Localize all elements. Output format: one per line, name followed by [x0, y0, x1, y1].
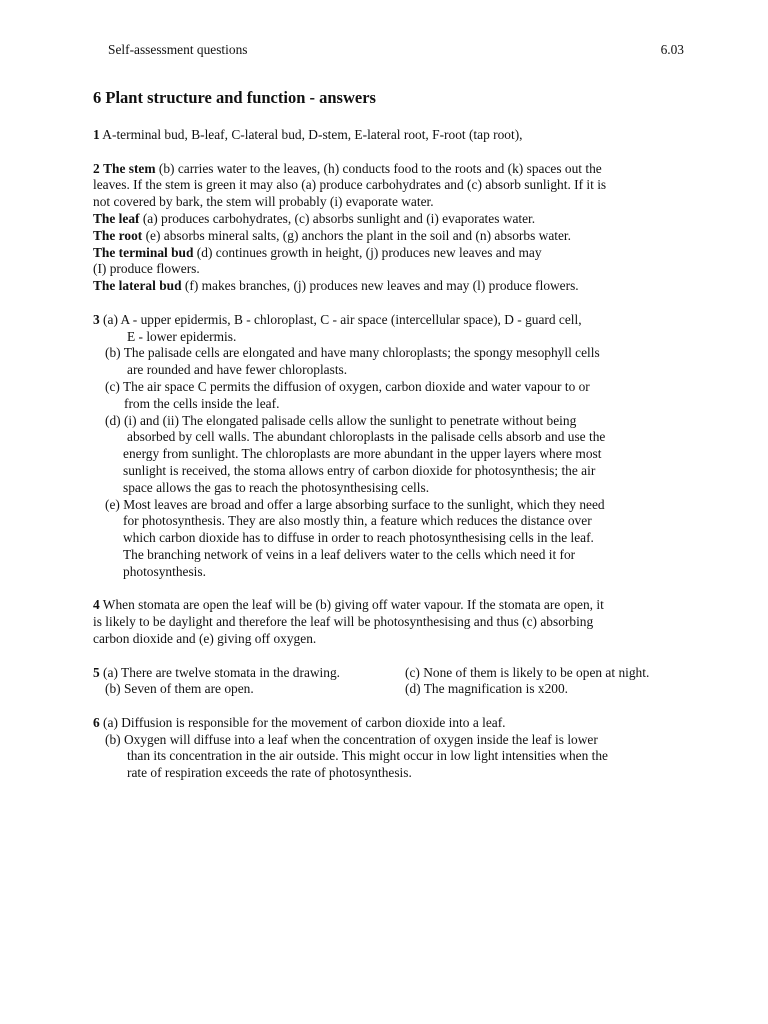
answer-text: space allows the gas to reach the photosynthesising cells.: [123, 479, 430, 495]
header-title: Self-assessment questions: [108, 42, 248, 57]
answer-text: (b) Seven of them are open.: [105, 681, 254, 697]
answer-text: is likely to be daylight and therefore the leaf will be photosynthesising and thus (c) absorbing: [93, 614, 594, 630]
answer-text: E - lower epidermis.: [127, 328, 237, 344]
answer-text: absorbed by cell walls. The abundant chloroplasts in the palisade cells absorb and use the: [127, 429, 606, 445]
answer-text: (b) carries water to the leaves, (h) conducts food to the roots and (k) spaces out the: [155, 160, 602, 176]
page-title: 6 Plant structure and function - answers: [93, 88, 376, 107]
terminal-bud-label: The terminal bud: [93, 244, 194, 260]
answer-text: (d) continues growth in height, (j) produces new leaves and may: [193, 244, 542, 260]
answer-text: from the cells inside the leaf.: [124, 395, 280, 411]
answer-text: (e) Most leaves are broad and offer a large absorbing surface to the sunlight, which they need: [105, 496, 605, 512]
answer-text: which carbon dioxide has to diffuse in order to reach photosynthesising cells in the leaf.: [123, 530, 594, 546]
answer-3: [93, 312, 693, 581]
answer-text: A-terminal bud, B-leaf, C-lateral bud, D-stem, E-lateral root, F-root (tap root),: [99, 127, 523, 142]
answer-2: [93, 161, 693, 295]
answer-text: (b) The palisade cells are elongated and have many chloroplasts; the spongy mesophyll cells: [105, 345, 600, 361]
answer-text: (c) The air space C permits the diffusion of oxygen, carbon dioxide and water vapour to or: [105, 378, 590, 394]
answer-text: rate of respiration exceeds the rate of photosynthesis.: [127, 765, 412, 781]
answer-text: (a) Diffusion is responsible for the movement of carbon dioxide into a leaf.: [99, 714, 506, 730]
leaf-label: The leaf: [93, 210, 140, 226]
answer-text: (e) absorbs mineral salts, (g) anchors the plant in the soil and (n) absorbs water.: [142, 227, 571, 243]
answer-1: [93, 127, 693, 144]
answer-text: photosynthesis.: [123, 563, 206, 579]
answer-text: (b) Oxygen will diffuse into a leaf when the concentration of oxygen inside the leaf is lower: [105, 731, 598, 747]
page-number: 6.03: [660, 42, 684, 57]
answer-text: (d) The magnification is x200.: [405, 681, 569, 697]
answer-text: The branching network of veins in a leaf delivers water to the cells which need it for: [123, 546, 576, 562]
answer-text: leaves. If the stem is green it may also (a) produce carbohydrates and (c) absorb sunlight. If it is: [93, 177, 607, 193]
answer-text: not covered by bark, the stem will probably (i) evaporate water.: [93, 194, 434, 210]
lateral-bud-label: The lateral bud: [93, 278, 182, 294]
answer-number: 4: [93, 597, 100, 613]
answer-text: When stomata are open the leaf will be (b) giving off water vapour. If the stomata are open, it: [99, 597, 604, 613]
answer-text: (f) makes branches, (j) produces new leaves and may (l) produce flowers.: [181, 278, 579, 294]
answer-text: are rounded and have fewer chloroplasts.: [127, 362, 348, 378]
answer-text: than its concentration in the air outside. This might occur in low light intensities when the: [127, 748, 608, 764]
answer-number: 6: [93, 714, 100, 730]
answer-text: (a) A - upper epidermis, B - chloroplast, C - air space (intercellular space), D - guard cell,: [99, 311, 582, 327]
answer-number: 1: [93, 127, 100, 142]
answer-number: 2: [93, 160, 100, 176]
answer-text: (a) produces carbohydrates, (c) absorbs sunlight and (i) evaporates water.: [139, 210, 536, 226]
answer-text: energy from sunlight. The chloroplasts are more abundant in the upper layers where most: [123, 446, 602, 462]
answer-number: 3: [93, 311, 100, 327]
answer-text: sunlight is received, the stoma allows entry of carbon dioxide for photosynthesis; the air: [123, 462, 596, 478]
answer-text: for photosynthesis. They are also mostly thin, a feature which reduces the distance over: [123, 513, 592, 529]
answers-body: [93, 127, 693, 799]
answer-4: [93, 597, 693, 647]
answer-5: [93, 665, 693, 699]
answer-6: [93, 715, 693, 782]
answer-text: (a) There are twelve stomata in the drawing.: [99, 664, 341, 680]
answer-text: (c) None of them is likely to be open at night.: [405, 664, 650, 680]
stem-label: The stem: [103, 160, 156, 176]
answer-text: carbon dioxide and (e) giving off oxygen.: [93, 630, 317, 646]
answer-text: (I) produce flowers.: [93, 261, 200, 277]
answer-number: 5: [93, 664, 100, 680]
root-label: The root: [93, 227, 143, 243]
answer-text: (d) (i) and (ii) The elongated palisade cells allow the sunlight to penetrate without being: [105, 412, 577, 428]
